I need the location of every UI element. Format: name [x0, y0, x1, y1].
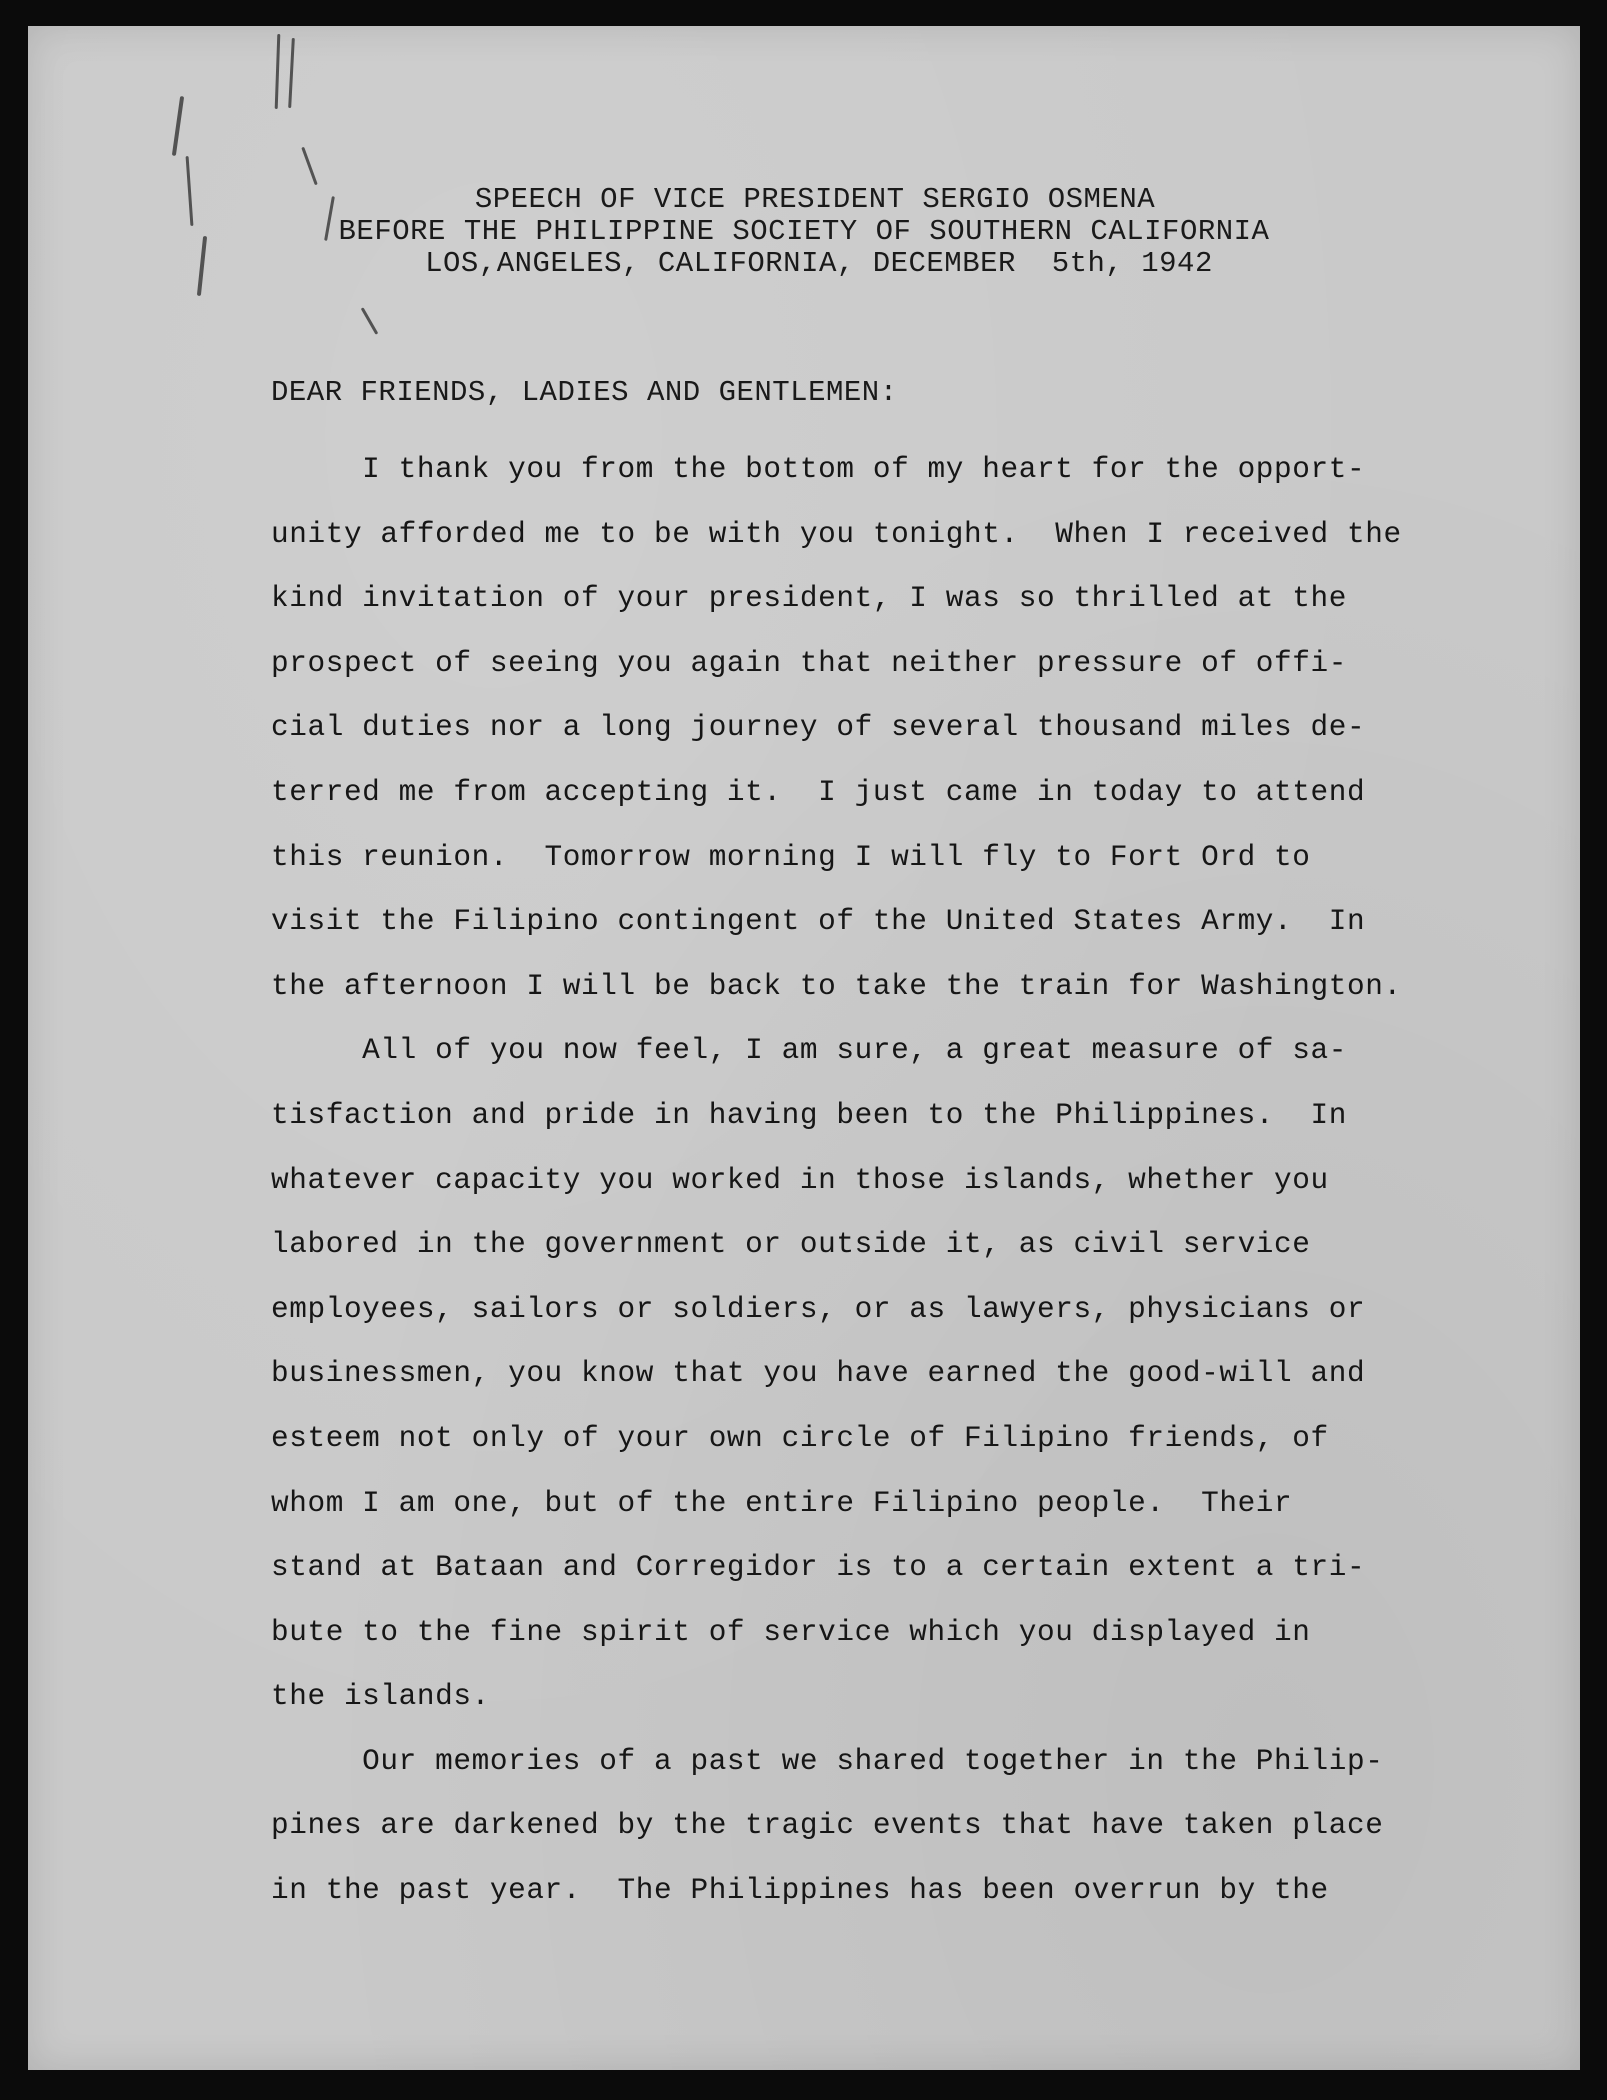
text-line: terred me from accepting it. I just came in today to attend [271, 775, 1366, 809]
text-line: labored in the government or outside it, as civil service [271, 1228, 1311, 1262]
text-line: employees, sailors or soldiers, or as lawyers, physicians or [271, 1292, 1366, 1326]
salutation: DEAR FRIENDS, LADIES AND GENTLEMEN: [271, 376, 898, 409]
margin-mark [361, 307, 379, 334]
speech-title-block [28, 184, 1580, 280]
margin-mark [301, 147, 317, 186]
text-line: businessmen, you know that you have earned the good-will and [271, 1357, 1366, 1391]
text-line: bute to the fine spirit of service which you displayed in [271, 1615, 1311, 1649]
speech-title: SPEECH OF VICE PRESIDENT SERGIO OSMENA [474, 183, 1156, 216]
text-line: the islands. [271, 1680, 490, 1714]
margin-mark [172, 96, 184, 156]
text-line: unity afforded me to be with you tonight. When I received the [271, 517, 1402, 551]
text-line: this reunion. Tomorrow morning I will fly to Fort Ord to [271, 840, 1311, 874]
text-line: whom I am one, but of the entire Filipino people. Their [271, 1486, 1293, 1520]
text-line: I thank you from the bottom of my heart for the opport- [271, 453, 1366, 486]
text-line: the afternoon I will be back to take the train for Washington. [271, 969, 1402, 1003]
text-line: visit the Filipino contingent of the United States Army. In [271, 905, 1366, 939]
typewritten-page [28, 26, 1580, 2070]
text-line: prospect of seeing you again that neither pressure of offi- [271, 646, 1347, 680]
text-line: cial duties nor a long journey of several thousand miles de- [271, 711, 1366, 745]
text-line: in the past year. The Philippines has been overrun by the [271, 1874, 1329, 1908]
speech-location-date: LOS,ANGELES, CALIFORNIA, DECEMBER 5th, 1942 [425, 247, 1213, 280]
text-line: kind invitation of your president, I was so thrilled at the [271, 582, 1347, 616]
speech-venue: BEFORE THE PHILIPPINE SOCIETY OF SOUTHERN CALIFORNIA [338, 215, 1270, 248]
text-line: Our memories of a past we shared together in the Philip- [271, 1744, 1384, 1778]
text-line: All of you now feel, I am sure, a great measure of sa- [271, 1034, 1347, 1068]
text-line: whatever capacity you worked in those islands, whether you [271, 1163, 1329, 1197]
text-line: esteem not only of your own circle of Filipino friends, of [271, 1421, 1329, 1455]
margin-mark [275, 34, 281, 109]
margin-mark [288, 38, 295, 108]
speech-body [271, 438, 1541, 1924]
text-line: pines are darkened by the tragic events that have taken place [271, 1809, 1384, 1843]
text-line: tisfaction and pride in having been to the Philippines. In [271, 1098, 1347, 1132]
text-line: stand at Bataan and Corregidor is to a certain extent a tri- [271, 1551, 1366, 1585]
